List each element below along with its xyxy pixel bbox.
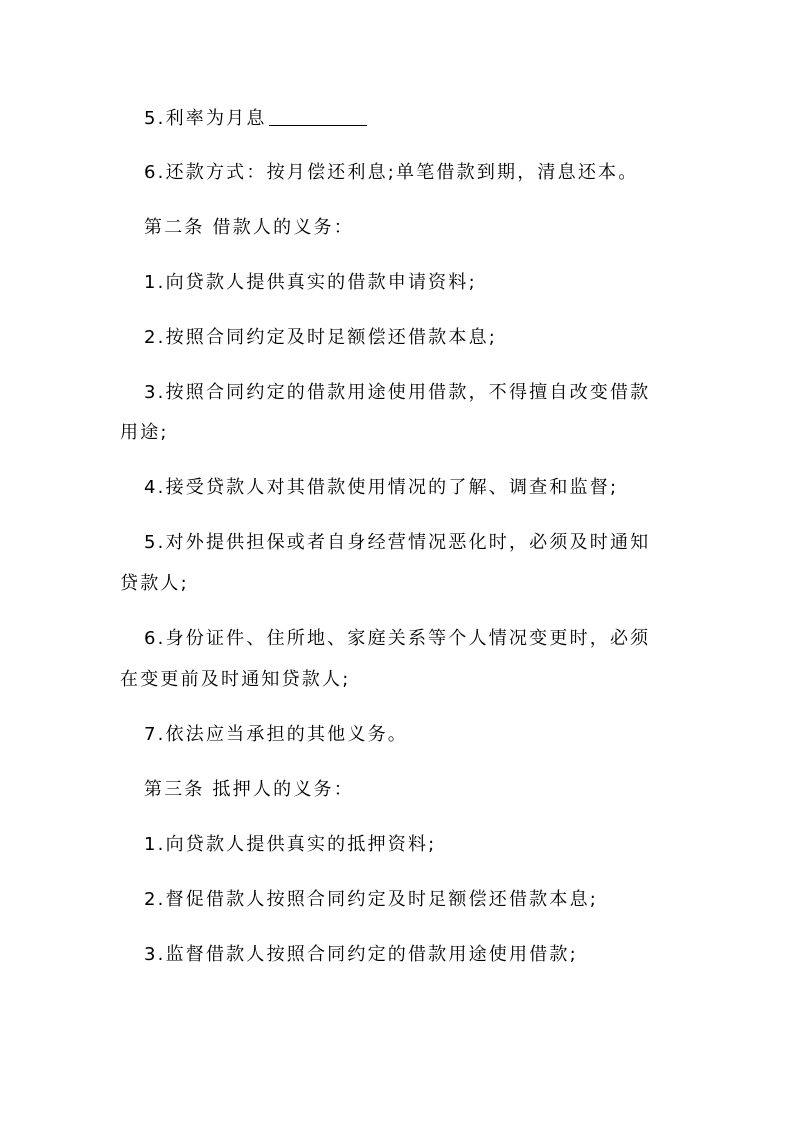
borrower-duty-5: 5.对外提供担保或者自身经营情况恶化时，必须及时通知 (144, 532, 651, 553)
mortgagor-duty-3: 3.监督借款人按照合同约定的借款用途使用借款; (144, 944, 578, 965)
borrower-duty-1: 1.向贷款人提供真实的借款申请资料; (144, 272, 477, 293)
interest-rate-blank (269, 107, 367, 126)
mortgagor-duty-1: 1.向贷款人提供真实的抵押资料; (144, 834, 437, 855)
article-two-heading: 第二条 借款人的义务： (144, 217, 354, 238)
borrower-duty-7: 7.依法应当承担的其他义务。 (144, 724, 408, 745)
article-three-heading: 第三条 抵押人的义务： (144, 779, 354, 800)
borrower-duty-3: 3.按照合同约定的借款用途使用借款，不得擅自改变借款 (144, 382, 651, 403)
borrower-duty-2: 2.按照合同约定及时足额偿还借款本息; (144, 327, 498, 348)
borrower-duty-4: 4.接受贷款人对其借款使用情况的了解、调查和监督; (144, 477, 619, 498)
clause-repayment-method: 6.还款方式：按月偿还利息;单笔借款到期，清息还本。 (144, 162, 639, 183)
clause-interest-rate-text: 5.利率为月息 (144, 108, 267, 129)
borrower-duty-3-continued: 用途; (120, 422, 169, 443)
borrower-duty-6-continued: 在变更前及时通知贷款人; (120, 669, 351, 690)
borrower-duty-5-continued: 贷款人; (120, 573, 189, 594)
borrower-duty-6: 6.身份证件、住所地、家庭关系等个人情况变更时，必须 (144, 628, 651, 649)
mortgagor-duty-2: 2.督促借款人按照合同约定及时足额偿还借款本息; (144, 889, 599, 910)
clause-interest-rate (144, 107, 704, 131)
